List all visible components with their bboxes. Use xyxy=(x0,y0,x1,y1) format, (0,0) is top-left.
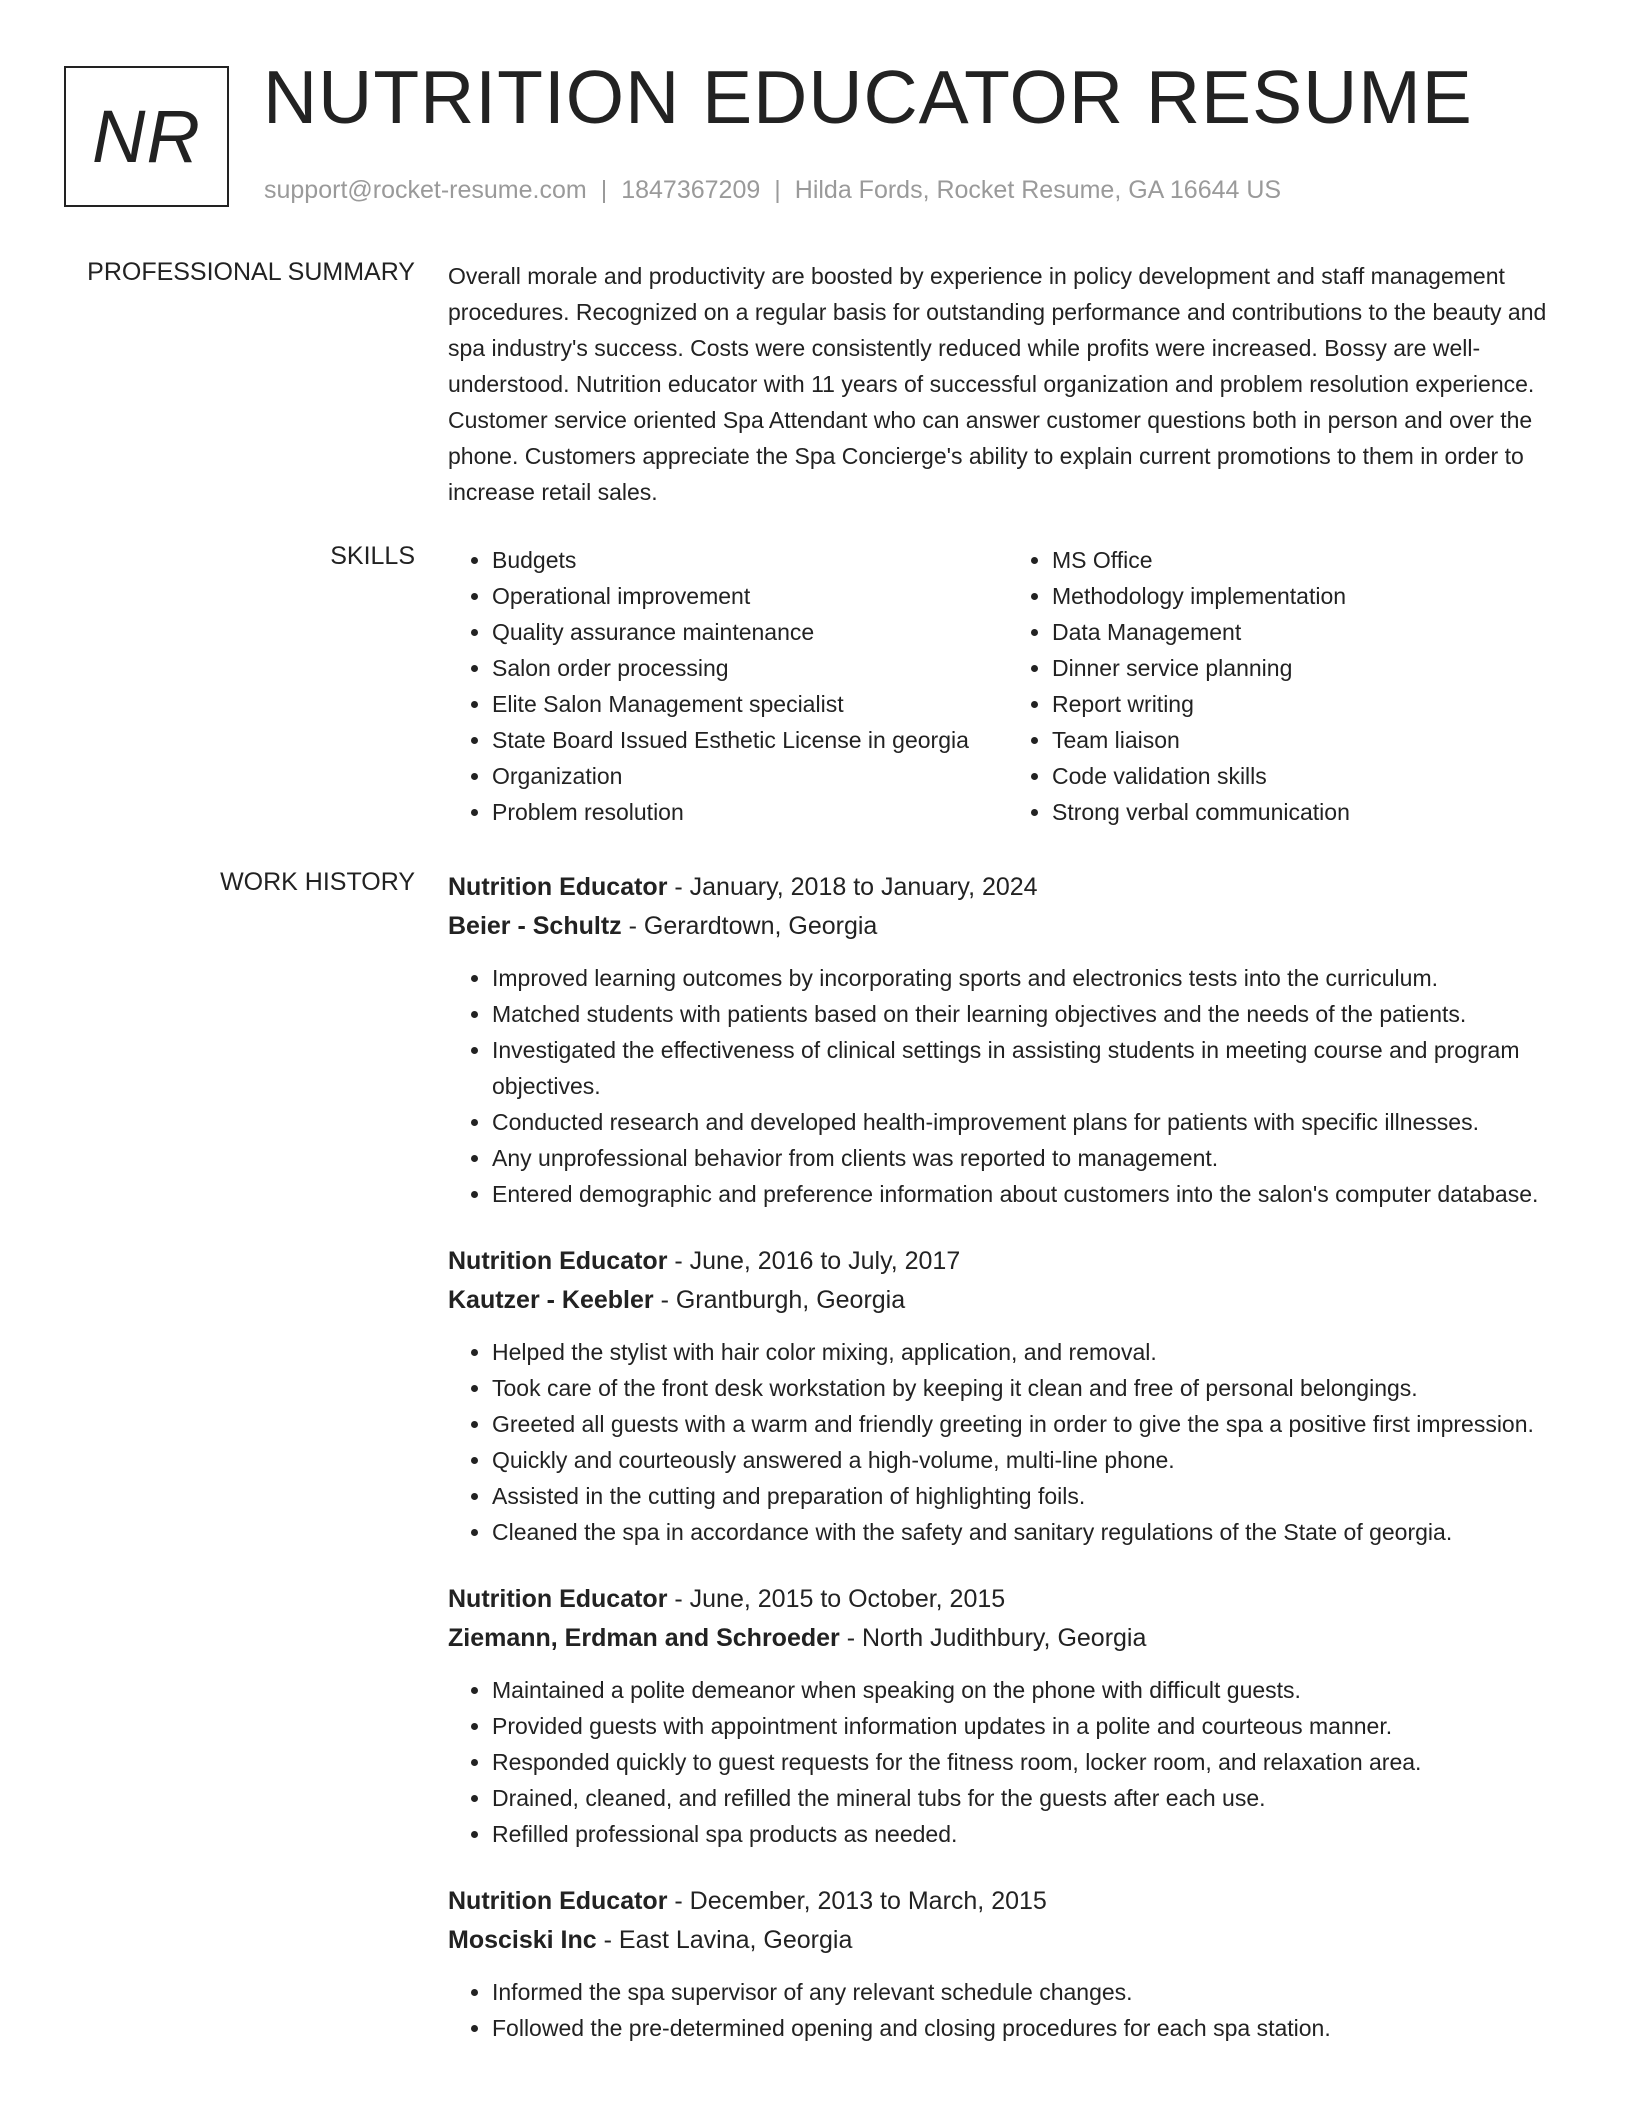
job-bullet: • Drained, cleaned, and refilled the mineral tubs for the guests after each use. xyxy=(492,1780,1568,1816)
job-bullets xyxy=(448,1334,1568,1550)
company-location: - Grantburgh, Georgia xyxy=(653,1286,906,1314)
contact-email[interactable]: support@rocket-resume.com xyxy=(264,176,587,204)
skills-column-left xyxy=(448,542,1008,830)
job-bullet: • Helped the stylist with hair color mixing, application, and removal. xyxy=(492,1334,1568,1370)
monogram-initials: NR xyxy=(92,95,201,178)
skill-item: • Dinner service planning xyxy=(1052,650,1568,686)
skill-item: • Strong verbal communication xyxy=(1052,794,1568,830)
job-entry xyxy=(448,1882,1568,2046)
skill-item: • Methodology implementation xyxy=(1052,578,1568,614)
job-bullet: • Took care of the front desk workstation by keeping it clean and free of personal belongings. xyxy=(492,1370,1568,1406)
skill-item: • Quality assurance maintenance xyxy=(492,614,1008,650)
job-title: Nutrition Educator xyxy=(448,1585,668,1613)
job-bullet: • Assisted in the cutting and preparation of highlighting foils. xyxy=(492,1478,1568,1514)
contact-separator: | xyxy=(600,176,608,204)
summary-heading: PROFESSIONAL SUMMARY xyxy=(87,258,415,286)
job-bullet: • Conducted research and developed health-improvement plans for patients with specific illnesses. xyxy=(492,1104,1568,1140)
job-dates: - June, 2015 to October, 2015 xyxy=(667,1585,1006,1613)
job-bullet: • Investigated the effectiveness of clinical settings in assisting students in meeting course and program objectives. xyxy=(492,1032,1568,1104)
skills-list xyxy=(448,542,1568,830)
job-bullet: • Maintained a polite demeanor when speaking on the phone with difficult guests. xyxy=(492,1672,1568,1708)
skill-item: • Data Management xyxy=(1052,614,1568,650)
job-bullet: • Greeted all guests with a warm and friendly greeting in order to give the spa a positive first impression. xyxy=(492,1406,1568,1442)
job-bullet: • Quickly and courteously answered a high-volume, multi-line phone. xyxy=(492,1442,1568,1478)
skill-item: • Organization xyxy=(492,758,1008,794)
job-dates: - December, 2013 to March, 2015 xyxy=(667,1887,1047,1915)
skill-item: • Team liaison xyxy=(1052,722,1568,758)
contact-separator: | xyxy=(774,176,781,204)
job-entry xyxy=(448,1580,1568,1852)
job-entry xyxy=(448,868,1568,1212)
company-name: Kautzer - Keebler xyxy=(448,1286,654,1314)
job-bullet: • Provided guests with appointment information updates in a polite and courteous manner. xyxy=(492,1708,1568,1744)
skills-heading: SKILLS xyxy=(330,542,415,570)
work-history-list xyxy=(448,868,1568,2076)
contact-phone[interactable]: 1847367209 xyxy=(621,176,761,204)
job-entry xyxy=(448,1242,1568,1550)
job-bullets xyxy=(448,960,1568,1212)
contact-address: Hilda Fords, Rocket Resume, GA 16644 US xyxy=(794,176,1282,204)
company-location: - Gerardtown, Georgia xyxy=(621,912,878,940)
job-title: Nutrition Educator xyxy=(448,873,668,901)
job-title-line xyxy=(448,1580,1568,1619)
skill-item: • Elite Salon Management specialist xyxy=(492,686,1008,722)
contact-line xyxy=(264,176,1281,205)
job-bullets xyxy=(448,1672,1568,1852)
job-title-line xyxy=(448,1882,1568,1921)
skill-item: • State Board Issued Esthetic License in georgia xyxy=(492,722,1008,758)
company-line xyxy=(448,1921,1568,1960)
company-name: Beier - Schultz xyxy=(448,912,622,940)
company-location: - East Lavina, Georgia xyxy=(596,1926,853,1954)
job-title-line xyxy=(448,868,1568,907)
skill-item: • Budgets xyxy=(492,542,1008,578)
job-bullet: • Entered demographic and preference information about customers into the salon's computer database. xyxy=(492,1176,1568,1212)
monogram-box xyxy=(64,66,229,207)
job-bullet: • Responded quickly to guest requests for the fitness room, locker room, and relaxation area. xyxy=(492,1744,1568,1780)
skill-item: • Operational improvement xyxy=(492,578,1008,614)
company-line xyxy=(448,1619,1568,1658)
job-bullet: • Any unprofessional behavior from clients was reported to management. xyxy=(492,1140,1568,1176)
company-location: - North Judithbury, Georgia xyxy=(839,1624,1147,1652)
company-name: Mosciski Inc xyxy=(448,1926,597,1954)
job-bullet: • Matched students with patients based on their learning objectives and the needs of the patients. xyxy=(492,996,1568,1032)
job-bullets xyxy=(448,1974,1568,2046)
job-dates: - January, 2018 to January, 2024 xyxy=(667,873,1038,901)
job-bullet: • Refilled professional spa products as needed. xyxy=(492,1816,1568,1852)
job-bullet: • Cleaned the spa in accordance with the safety and sanitary regulations of the State of georgia. xyxy=(492,1514,1568,1550)
job-title-line xyxy=(448,1242,1568,1281)
job-title: Nutrition Educator xyxy=(448,1247,668,1275)
skill-item: • MS Office xyxy=(1052,542,1568,578)
company-line xyxy=(448,907,1568,946)
skill-item: • Salon order processing xyxy=(492,650,1008,686)
job-bullet: • Improved learning outcomes by incorporating sports and electronics tests into the curriculum. xyxy=(492,960,1568,996)
skill-item: • Report writing xyxy=(1052,686,1568,722)
resume-title: NUTRITION EDUCATOR RESUME xyxy=(263,55,1473,139)
skill-item: • Code validation skills xyxy=(1052,758,1568,794)
job-dates: - June, 2016 to July, 2017 xyxy=(667,1247,961,1275)
skill-item: • Problem resolution xyxy=(492,794,1008,830)
skills-column-right xyxy=(1008,542,1568,830)
company-line xyxy=(448,1281,1568,1320)
job-bullet: • Informed the spa supervisor of any relevant schedule changes. xyxy=(492,1974,1568,2010)
summary-text: Overall morale and productivity are boosted by experience in policy development and staff management procedures. Recognized on a regular basis for outstanding performance and contributions to the beauty and spa industry's success. Costs were consistently reduced while profits were increased. Bossy are well-understood. Nutrition educator with 11 years of successful organization and problem resolution experience. Customer service oriented Spa Attendant who can answer customer questions both in person and over the phone. Customers appreciate the Spa Concierge's ability to explain current promotions to them in order to increase retail sales. xyxy=(448,263,1547,505)
job-bullet: • Followed the pre-determined opening and closing procedures for each spa station. xyxy=(492,2010,1568,2046)
company-name: Ziemann, Erdman and Schroeder xyxy=(448,1624,840,1652)
job-title: Nutrition Educator xyxy=(448,1887,668,1915)
work-history-heading: WORK HISTORY xyxy=(220,868,415,896)
